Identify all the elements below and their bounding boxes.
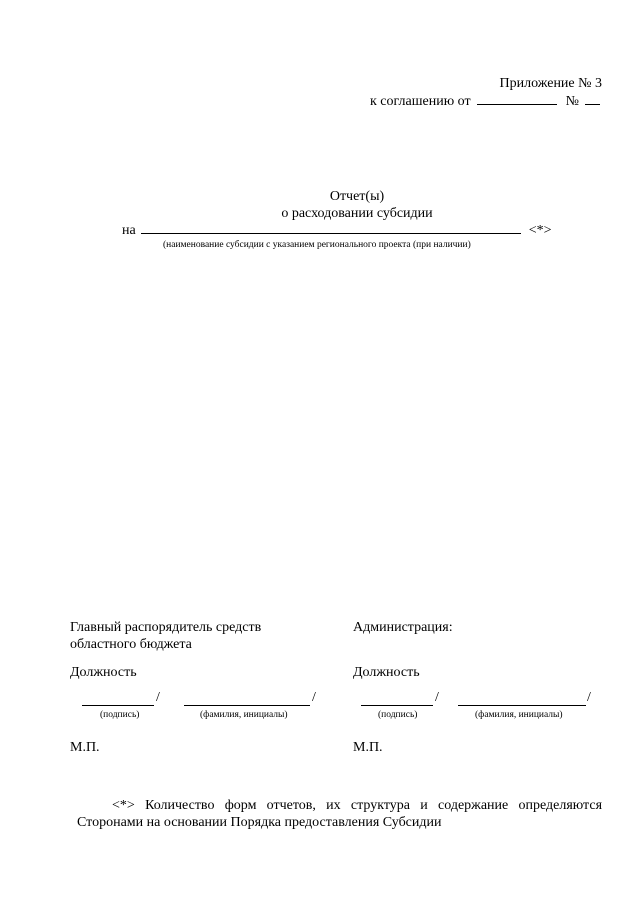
report-title: Отчет(ы) [329,189,385,204]
agreement-date-blank[interactable] [477,103,557,105]
on-prefix: на [122,223,136,238]
agreement-number-sign: № [565,94,579,109]
left-position-label: Должность [70,665,137,680]
left-slash-2: / [312,690,316,705]
subsidy-name-line [122,222,552,239]
left-org-line2: областного бюджета [70,637,192,652]
footnote-mark: <*> [112,798,135,813]
left-name-caption: (фамилия, инициалы) [200,710,288,720]
left-signature-caption: (подпись) [100,710,140,720]
left-seal-label: М.П. [70,740,100,755]
subsidy-name-blank[interactable] [141,232,521,234]
right-name-blank[interactable] [458,704,586,706]
subsidy-name-caption: (наименование субсидии с указанием регионального проекта (при наличии) [163,240,471,250]
right-signature-caption: (подпись) [378,710,418,720]
left-org-line1: Главный распорядитель средств [70,620,262,635]
footnote-line1 [112,797,602,814]
report-subtitle: о расходовании субсидии [281,206,433,221]
right-name-caption: (фамилия, инициалы) [475,710,563,720]
agreement-line [370,93,600,110]
agreement-prefix: к соглашению от [370,94,471,109]
agreement-number-blank[interactable] [585,103,600,105]
right-slash-1: / [435,690,439,705]
right-org-line1: Администрация: [353,620,453,635]
footnote-text-1: Количество форм отчетов, их структура и содержание определяются [145,798,603,813]
footnote-reference: <*> [528,223,552,238]
appendix-title: Приложение № 3 [499,76,602,91]
right-seal-label: М.П. [353,740,383,755]
left-name-blank[interactable] [184,704,310,706]
footnote-line2: Сторонами на основании Порядка предоставления Субсидии [77,815,442,830]
left-signature-blank[interactable] [82,704,154,706]
left-slash-1: / [156,690,160,705]
right-signature-blank[interactable] [361,704,433,706]
right-position-label: Должность [353,665,420,680]
right-slash-2: / [587,690,591,705]
